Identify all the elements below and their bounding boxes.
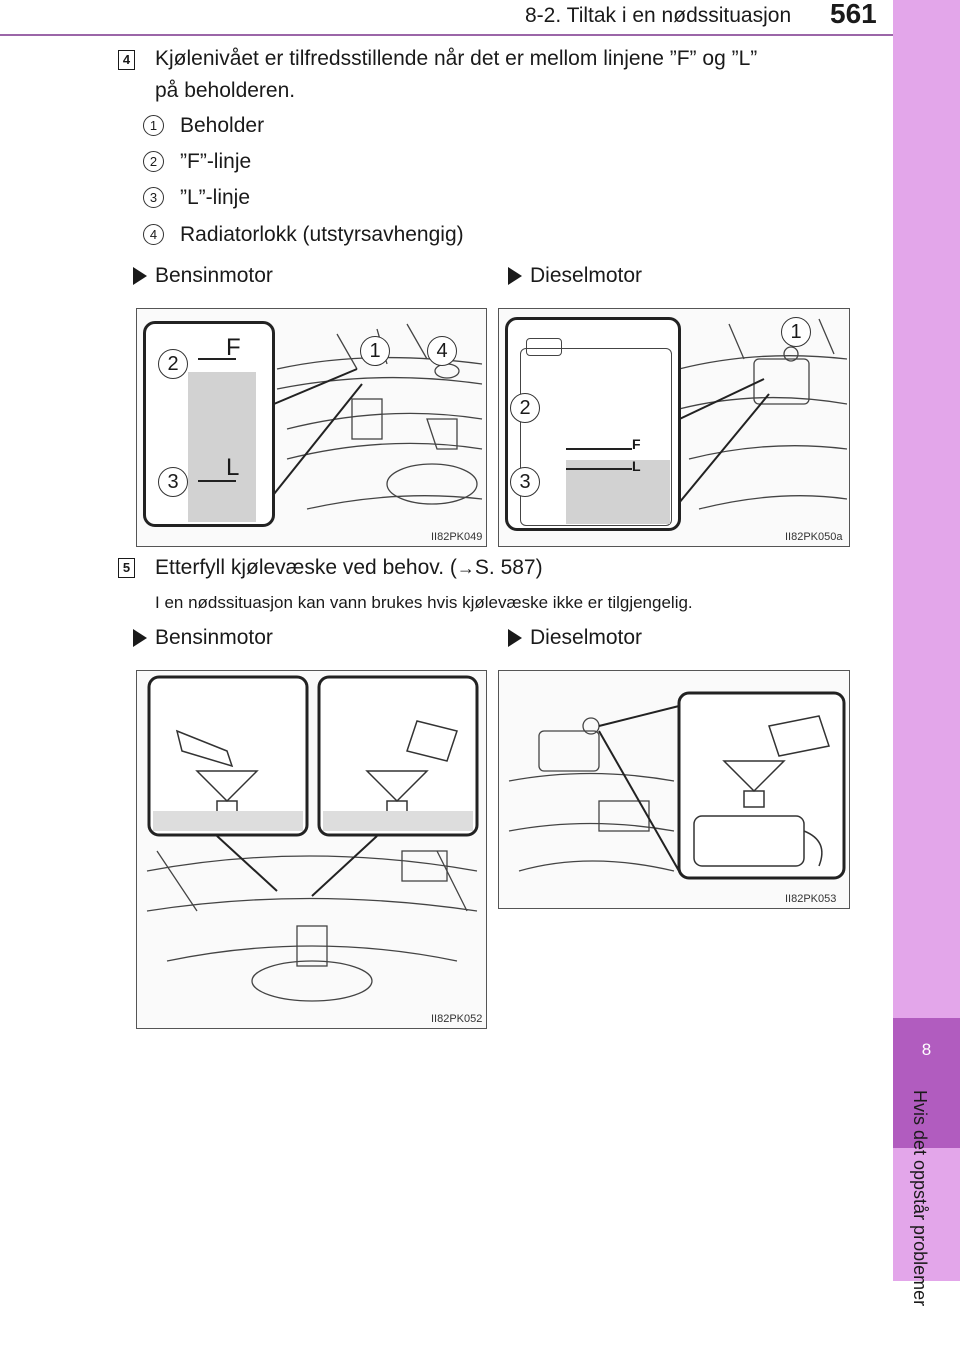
item-number: 1 [143,115,164,136]
item-number: 3 [143,187,164,208]
figure-code: II82PK049 [431,531,483,543]
engine-illustration-diesel [498,308,850,547]
caption-triangle-icon [133,267,147,285]
figure-caption-petrol: Bensinmotor [155,626,273,649]
header-divider [0,34,893,36]
step4-text-line2: på beholderen. [155,79,296,102]
chapter-title: Hvis det oppstår problemer [910,1090,930,1307]
item-label: Radiatorlokk (utstyrsavhengig) [180,223,464,246]
item-number: 2 [143,151,164,172]
caption-triangle-icon [508,267,522,285]
caption-triangle-icon [508,629,522,647]
reservoir-cap [526,338,562,356]
figure-caption-diesel: Dieselmotor [530,626,643,649]
f-line [566,448,632,450]
step-number-box: 4 [118,50,135,70]
reservoir-inset [505,317,681,531]
l-line [566,468,632,470]
callout-number: 4 [427,336,457,366]
callout-number: 3 [158,467,188,497]
engine-drawing-icon [137,671,486,1028]
callout-number: 1 [360,336,390,366]
page-reference[interactable]: S. 587) [474,556,543,579]
step-number-box: 5 [118,558,135,578]
figure-code: II82PK050a [785,531,843,543]
item-number: 4 [143,224,164,245]
callout-number: 3 [510,467,540,497]
item-label: ”F”-linje [180,150,252,173]
f-label: F [632,436,641,452]
l-label: L [226,454,240,481]
caption-triangle-icon [133,629,147,647]
item-label: Beholder [180,114,265,137]
callout-number: 2 [158,349,188,379]
l-label: L [632,458,641,474]
engine-illustration-petrol [136,308,487,547]
coolant-level-fill [188,372,256,522]
callout-number: 1 [781,317,811,347]
step5-note: I en nødssituasjon kan vann brukes hvis kjølevæske ikke er tilgjengelig. [155,593,693,612]
step5-text-prefix: Etterfyll kjølevæske ved behov. ( [155,556,457,579]
engine-drawing-icon [499,671,849,908]
figure-caption-diesel: Dieselmotor [530,264,643,287]
coolant-filling-illustration-diesel [498,670,850,909]
coolant-filling-illustration-petrol [136,670,487,1029]
callout-number: 2 [510,393,540,423]
item-label: ”L”-linje [180,186,251,209]
page-number: 561 [830,0,877,29]
header-title: 8-2. Tiltak i en nødssituasjon [525,4,792,27]
f-label: F [226,334,241,361]
figure-caption-petrol: Bensinmotor [155,264,273,287]
step5-text [155,556,543,580]
step4-text-line1: Kjølenivået er tilfredsstillende når det er mellom linjene ”F” og ”L” [155,47,758,70]
figure-code: II82PK052 [431,1013,483,1025]
side-tab-background [893,0,960,872]
figure-code: II82PK053 [785,893,837,905]
chapter-number: 8 [921,1040,932,1059]
page-reference-arrow-icon: → [456,558,475,578]
